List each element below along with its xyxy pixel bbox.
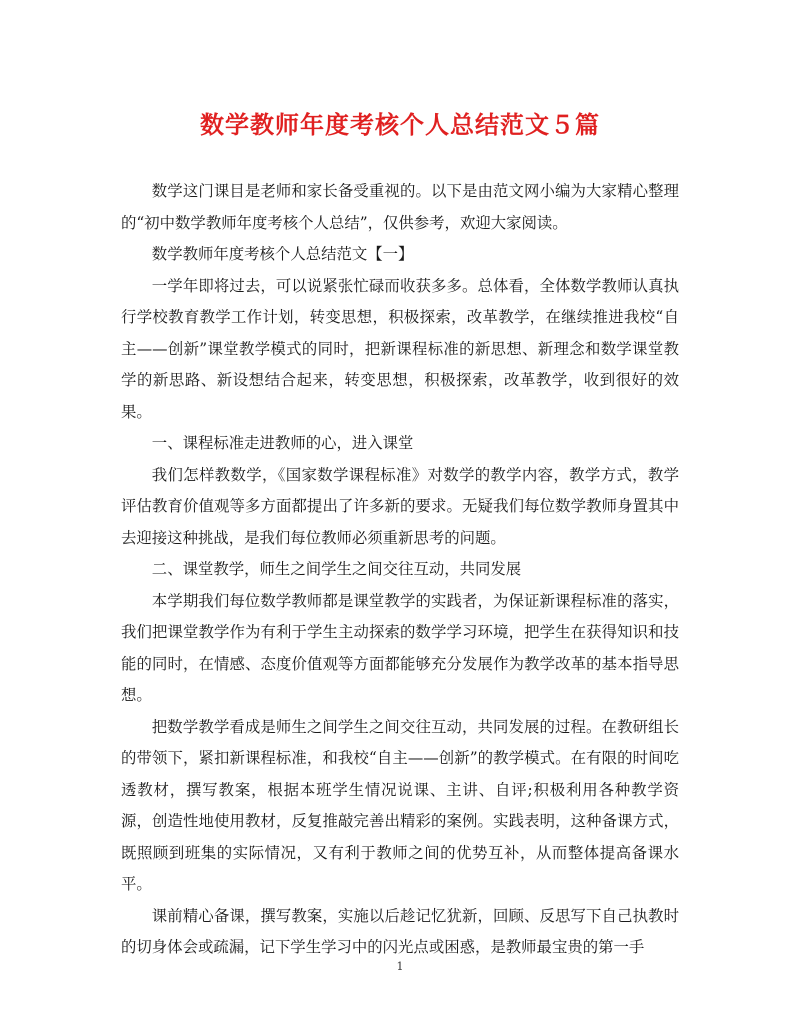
paragraph: 一学年即将过去，可以说紧张忙碌而收获多多。总体看，全体数学教师认真执行学校教育教学工作计划，转变思想，积极探索，改革教学，在继续推进我校“自主——创新”课堂教学模式的同时，把新课程标准的新思想、新理念和数学课堂教学的新思路、新设想结合起来，转变思想，积极探索，改革教学，收到很好的效果。	[121, 276, 679, 421]
page-number: 1	[396, 960, 404, 973]
document-title: 数学教师年度考核个人总结范文５篇	[200, 110, 600, 139]
paragraph: 本学期我们每位数学教师都是课堂教学的实践者，为保证新课程标准的落实，我们把课堂教学作为有利于学生主动探索的数学学习环境，把学生在获得知识和技能的同时，在情感、态度价值观等方面都能够充分发展作为教学改革的基本指导思想。	[121, 591, 679, 704]
document-body	[121, 176, 679, 964]
subheading-classroom: 二、课堂教学，师生之间学生之间交往互动，共同发展	[151, 560, 522, 578]
paragraph-intro: 数学这门课目是老师和家长备受重视的。以下是由范文网小编为大家精心整理的“初中数学教师年度考核个人总结”，仅供参考，欢迎大家阅读。	[121, 182, 679, 232]
paragraph: 我们怎样教数学，《国家数学课程标准》对数学的教学内容，教学方式，教学评估教育价值观等多方面都提出了许多新的要求。无疑我们每位数学教师身置其中去迎接这种挑战，是我们每位教师必须重新思考的问题。	[121, 465, 679, 547]
section-heading-one: 数学教师年度考核个人总结范文【一】	[151, 245, 414, 263]
paragraph: 课前精心备课，撰写教案，实施以后趁记忆犹新，回顾、反思写下自己执教时的切身体会或疏漏，记下学生学习中的闪光点或困惑，是教师最宝贵的第一手	[121, 906, 679, 956]
paragraph: 把数学教学看成是师生之间学生之间交往互动，共同发展的过程。在教研组长的带领下，紧扣新课程标准，和我校“自主——创新”的教学模式。在有限的时间吃透教材，撰写教案，根据本班学生情况说课、主讲、自评;积极利用各种教学资源，创造性地使用教材，反复推敲完善出精彩的案例。实践表明，这种备课方式，既照顾到班集的实际情况，又有利于教师之间的优势互补，从而整体提高备课水平。	[121, 717, 679, 893]
subheading-curriculum: 一、课程标准走进教师的心，进入课堂	[151, 434, 414, 452]
